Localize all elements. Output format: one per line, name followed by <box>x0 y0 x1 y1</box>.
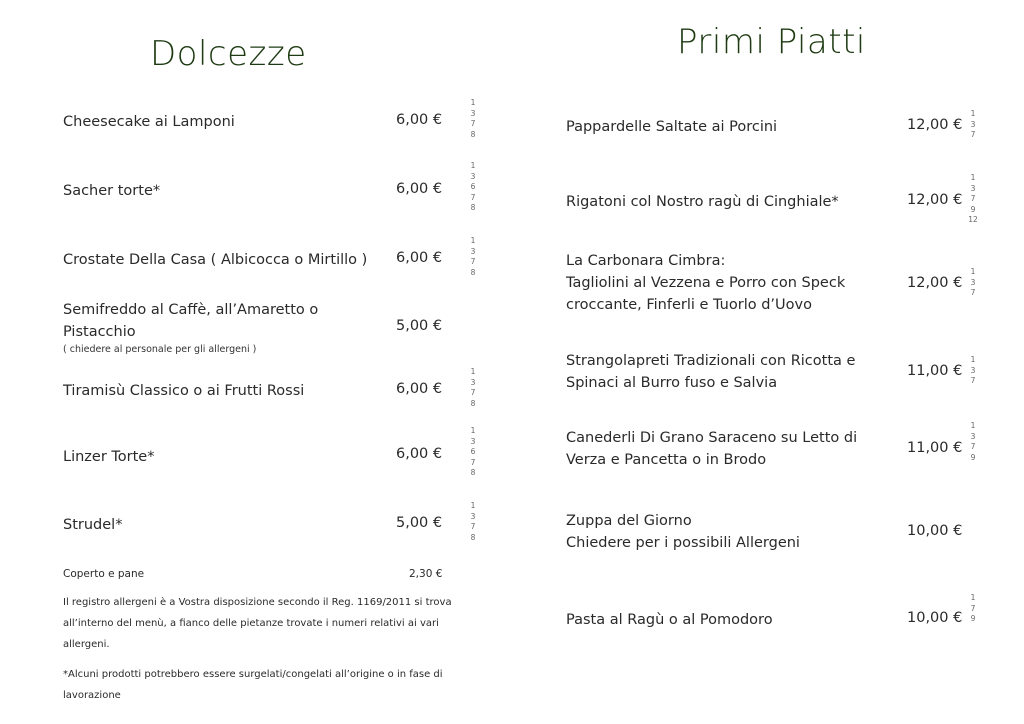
section-title-dolcezze: Dolcezze <box>150 34 307 74</box>
item-note: ( chiedere al personale per gli allergeni ) <box>63 344 257 355</box>
item-name: Tiramisù Classico o ai Frutti Rossi <box>63 383 305 399</box>
item-name-line: La Carbonara Cimbra: <box>566 253 726 269</box>
menu-item <box>566 250 845 316</box>
item-name-line: Pappardelle Saltate ai Porcini <box>566 119 778 135</box>
item-name-line: croccante, Finferli e Tuorlo d’Uovo <box>566 297 812 313</box>
menu-item <box>63 299 383 357</box>
item-price: 10,00 € <box>907 610 963 626</box>
item-price: 10,00 € <box>907 523 963 539</box>
section-title-primi-piatti: Primi Piatti <box>677 22 866 62</box>
item-name-line: Canederli Di Grano Saraceno su Letto di <box>566 430 858 446</box>
menu-item <box>566 427 857 471</box>
item-name: Strudel* <box>63 517 123 533</box>
item-price: 5,00 € <box>396 318 443 334</box>
menu-item <box>566 116 777 138</box>
frozen-notice: *Alcuni prodotti potrebbero essere surgelati/congelati all’origine o in fase di lavorazione <box>63 669 443 701</box>
item-price: 6,00 € <box>396 381 443 397</box>
allergen-list: 1 3 6 7 8 <box>470 426 476 477</box>
item-name-line: Strangolapreti Tradizionali con Ricotta e <box>566 353 856 369</box>
allergen-notice: Il registro allergeni è a Vostra disposizione secondo il Reg. 1169/2011 si trova all’interno del menù, a fianco delle pietanze trovate i numeri relativi ai vari allergeni. <box>63 597 452 650</box>
menu-item <box>566 191 839 213</box>
allergen-list: 1 3 7 8 <box>470 98 476 139</box>
item-price: 11,00 € <box>907 363 963 379</box>
item-price: 11,00 € <box>907 440 963 456</box>
allergen-list: 1 3 7 8 <box>470 501 476 542</box>
allergen-list: 1 7 9 <box>970 593 976 623</box>
allergen-list: 1 3 7 8 <box>470 367 476 408</box>
item-price: 6,00 € <box>396 112 443 128</box>
coperto-price: 2,30 € <box>409 568 443 580</box>
item-name-line: Spinaci al Burro fuso e Salvia <box>566 375 778 391</box>
allergen-list: 1 3 7 9 <box>970 421 976 462</box>
allergen-list: 1 3 7 <box>970 109 976 139</box>
item-name-line: Zuppa del Giorno <box>566 513 692 529</box>
item-name-line: Semifreddo al Caffè, all’Amaretto o <box>63 302 319 318</box>
allergen-list: 1 3 6 7 8 <box>470 161 476 212</box>
item-price: 12,00 € <box>907 117 963 133</box>
allergen-list: 1 3 7 <box>970 355 976 385</box>
item-name-line: Tagliolini al Vezzena e Porro con Speck <box>566 275 846 291</box>
item-name-line: Verza e Pancetta o in Brodo <box>566 452 767 468</box>
item-name: Cheesecake ai Lamponi <box>63 114 235 130</box>
item-name-line: Pasta al Ragù o al Pomodoro <box>566 612 773 628</box>
item-name: Crostate Della Casa ( Albicocca o Mirtillo ) <box>63 252 368 268</box>
item-price: 6,00 € <box>396 250 443 266</box>
item-name-line: Rigatoni col Nostro ragù di Cinghiale* <box>566 194 839 210</box>
menu-item <box>566 510 800 554</box>
allergen-list: 1 3 7 9 12 <box>968 173 978 224</box>
item-price: 6,00 € <box>396 181 443 197</box>
item-name-line: Pistacchio <box>63 324 136 340</box>
item-price: 12,00 € <box>907 275 963 291</box>
menu-item <box>566 609 773 631</box>
allergen-list: 1 3 7 8 <box>470 236 476 277</box>
coperto-label: Coperto e pane <box>63 568 145 580</box>
menu-item <box>566 350 855 394</box>
item-price: 5,00 € <box>396 515 443 531</box>
item-price: 12,00 € <box>907 192 963 208</box>
item-name: Linzer Torte* <box>63 449 155 465</box>
allergen-list: 1 3 7 <box>970 267 976 297</box>
item-price: 6,00 € <box>396 446 443 462</box>
item-name: Sacher torte* <box>63 183 161 199</box>
item-name-line: Chiedere per i possibili Allergeni <box>566 535 800 551</box>
